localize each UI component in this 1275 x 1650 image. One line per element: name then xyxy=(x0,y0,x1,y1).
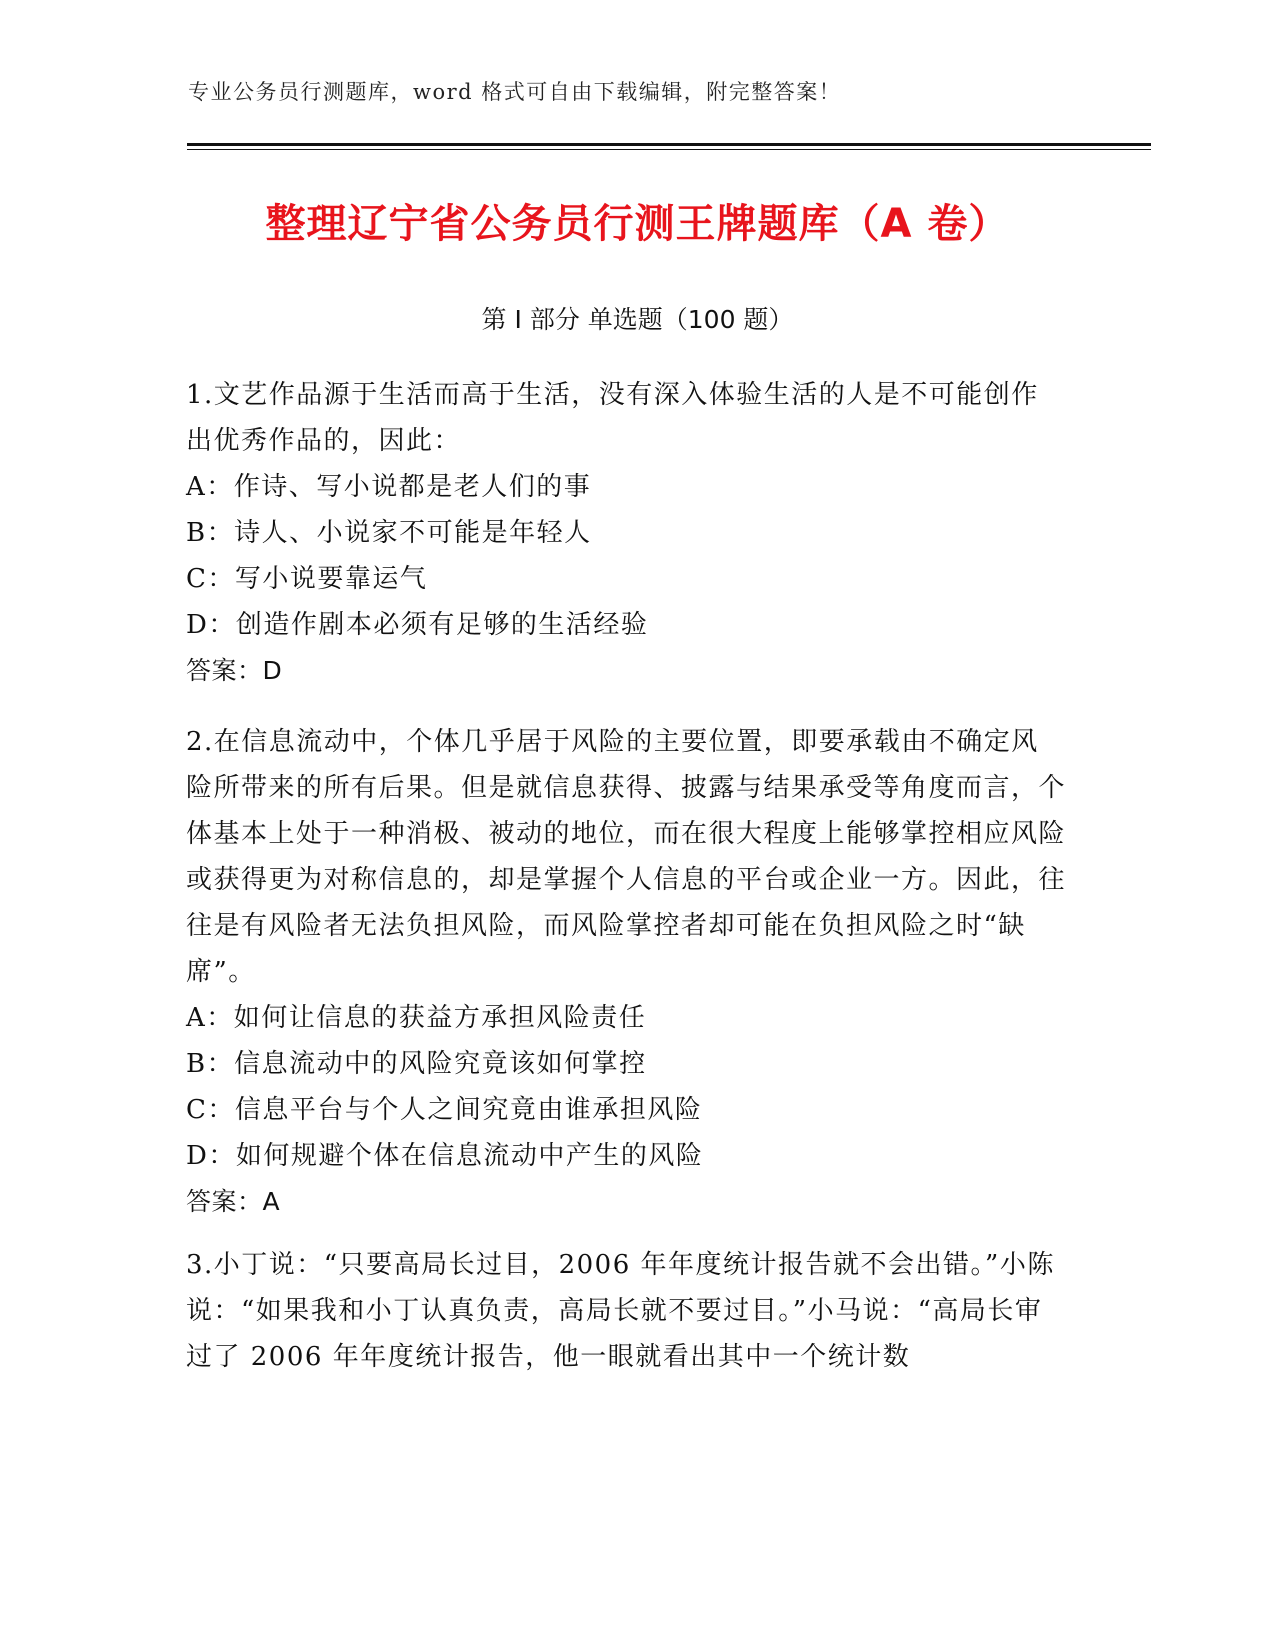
question-1-answer: 答案：D xyxy=(186,656,283,685)
header-rule-thick xyxy=(187,143,1151,146)
question-2-option-c: C：信息平台与个人之间究竟由谁承担风险 xyxy=(186,1095,703,1125)
question-2 xyxy=(186,719,1066,1225)
question-2-stem: 2.在信息流动中，个体几乎居于风险的主要位置，即要承载由不确定风险所带来的所有后果。但是就信息获得、披露与结果承受等角度而言，个体基本上处于一种消极、被动的地位，而在很大程度上能够掌控相应风险或获得更为对称信息的，却是掌握个人信息的平台或企业一方。因此，往往是有风险者无法负担风险，而风险掌控者却可能在负担风险之时“缺席”。 xyxy=(186,727,1067,987)
question-1 xyxy=(186,372,1066,694)
question-1-option-d: D：创造作剧本必须有足够的生活经验 xyxy=(186,610,649,640)
question-2-answer: 答案：A xyxy=(186,1187,281,1216)
page-header-text: 专业公务员行测题库，word 格式可自由下载编辑，附完整答案！ xyxy=(188,80,842,104)
question-2-option-d: D：如何规避个体在信息流动中产生的风险 xyxy=(186,1141,704,1171)
question-3 xyxy=(186,1242,1066,1380)
question-1-stem: 1.文艺作品源于生活而高于生活，没有深入体验生活的人是不可能创作出优秀作品的，因此： xyxy=(186,380,1039,456)
question-1-option-b: B：诗人、小说家不可能是年轻人 xyxy=(186,518,592,548)
question-3-stem: 3.小丁说：“只要高局长过目，2006 年年度统计报告就不会出错。”小陈说：“如果我和小丁认真负责，高局长就不要过目。”小马说：“高局长审过了 2006 年年度统计报告，他一眼就看出其中一个统计数 xyxy=(186,1250,1055,1372)
section-title: 第 I 部分 单选题（100 题） xyxy=(481,305,794,334)
question-1-option-a: A：作诗、写小说都是老人们的事 xyxy=(186,472,592,502)
question-2-option-a: A：如何让信息的获益方承担风险责任 xyxy=(186,1003,647,1033)
header-rule-thin xyxy=(187,149,1151,150)
question-2-option-b: B：信息流动中的风险究竟该如何掌控 xyxy=(186,1049,647,1079)
question-1-option-c: C：写小说要靠运气 xyxy=(186,564,428,594)
document-title: 整理辽宁省公务员行测王牌题库（A 卷） xyxy=(265,201,1010,247)
